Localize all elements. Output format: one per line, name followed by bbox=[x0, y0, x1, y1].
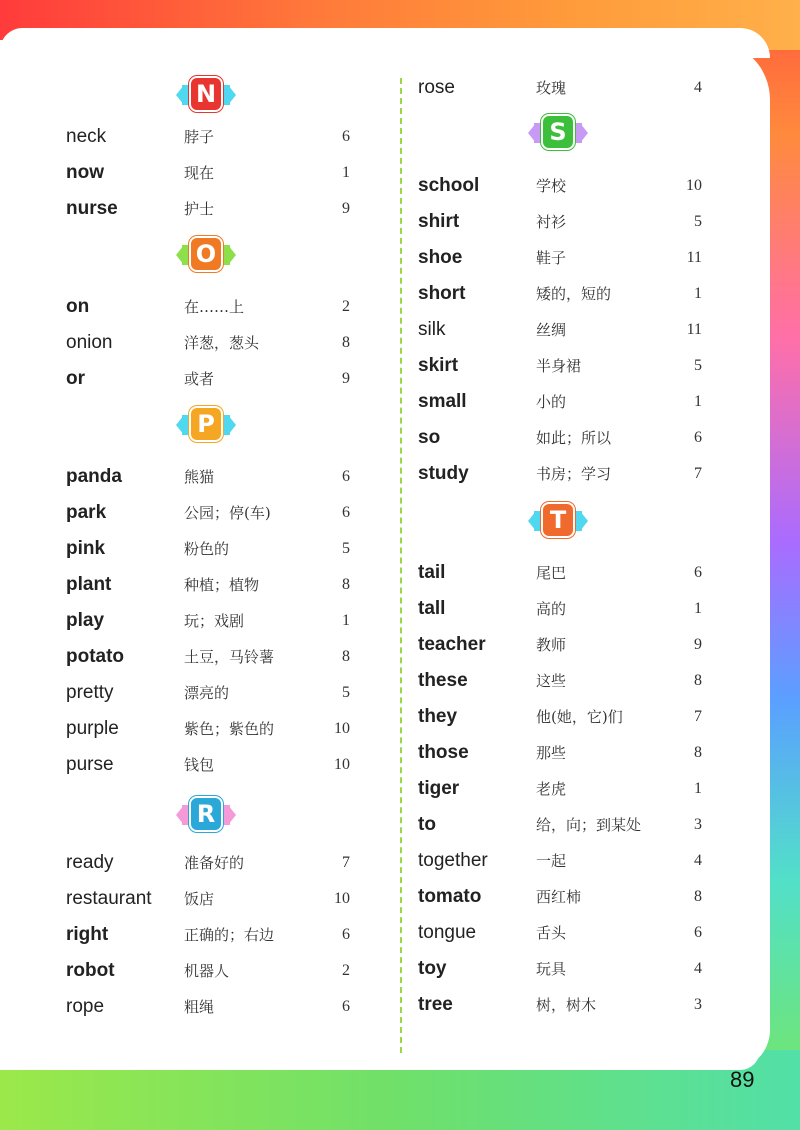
entry-meaning: 紫色；紫色的 bbox=[184, 720, 275, 738]
entry-unit: 8 bbox=[694, 672, 702, 689]
glossary-entry bbox=[66, 678, 356, 708]
entry-unit: 1 bbox=[694, 600, 702, 617]
entry-word: pink bbox=[66, 538, 106, 559]
entry-unit: 6 bbox=[694, 924, 702, 941]
section-letter: S bbox=[543, 116, 573, 148]
glossary-entry bbox=[66, 158, 356, 188]
entry-unit: 4 bbox=[694, 79, 702, 96]
entry-word: tongue bbox=[418, 922, 477, 943]
glossary-entry bbox=[66, 956, 356, 986]
glossary-entry bbox=[418, 279, 708, 309]
glossary-entry bbox=[66, 884, 356, 914]
entry-unit: 7 bbox=[694, 708, 702, 725]
glossary-entry bbox=[66, 498, 356, 528]
entry-word: tail bbox=[418, 562, 446, 583]
glossary-entry bbox=[418, 918, 708, 948]
entry-word: school bbox=[418, 175, 480, 196]
entry-unit: 10 bbox=[334, 890, 350, 907]
entry-meaning: 小的 bbox=[536, 393, 567, 411]
glossary-entry bbox=[66, 920, 356, 950]
section-header-s bbox=[528, 116, 588, 150]
glossary-entry bbox=[66, 292, 356, 322]
section-header-t bbox=[528, 504, 588, 538]
entry-word: purse bbox=[66, 754, 114, 775]
entry-meaning: 玩；戏剧 bbox=[184, 612, 245, 630]
entry-meaning: 尾巴 bbox=[536, 564, 567, 582]
entry-meaning: 脖子 bbox=[184, 128, 215, 146]
entry-word: rope bbox=[66, 996, 105, 1017]
entry-word: purple bbox=[66, 718, 119, 739]
glossary-entry bbox=[418, 387, 708, 417]
entry-unit: 6 bbox=[342, 998, 350, 1015]
glossary-entry bbox=[66, 534, 356, 564]
entry-unit: 1 bbox=[694, 393, 702, 410]
section-header-n bbox=[176, 78, 236, 112]
entry-unit: 9 bbox=[342, 200, 350, 217]
entry-word: study bbox=[418, 463, 469, 484]
page-number: 89 bbox=[730, 1067, 755, 1092]
entry-meaning: 衬衫 bbox=[536, 213, 567, 231]
entry-unit: 11 bbox=[686, 249, 702, 266]
entry-unit: 1 bbox=[694, 780, 702, 797]
entry-word: tree bbox=[418, 994, 453, 1015]
entry-word: nurse bbox=[66, 198, 118, 219]
entry-meaning: 西红柿 bbox=[536, 888, 582, 906]
entry-meaning: 或者 bbox=[184, 370, 215, 388]
entry-word: those bbox=[418, 742, 469, 763]
entry-word: tomato bbox=[418, 886, 482, 907]
section-letter: N bbox=[191, 78, 221, 110]
entry-word: short bbox=[418, 283, 466, 304]
section-letter: T bbox=[543, 504, 573, 536]
glossary-entry bbox=[418, 738, 708, 768]
entry-unit: 10 bbox=[686, 177, 702, 194]
glossary-entry bbox=[66, 122, 356, 152]
entry-unit: 3 bbox=[694, 816, 702, 833]
glossary-entry bbox=[418, 666, 708, 696]
glossary-entry bbox=[66, 848, 356, 878]
entry-unit: 5 bbox=[342, 684, 350, 701]
entry-meaning: 学校 bbox=[536, 177, 567, 195]
entry-word: restaurant bbox=[66, 888, 152, 909]
entry-unit: 1 bbox=[342, 612, 350, 629]
entry-unit: 4 bbox=[694, 960, 702, 977]
glossary-entry bbox=[418, 630, 708, 660]
entry-meaning: 机器人 bbox=[184, 962, 230, 980]
entry-word: skirt bbox=[418, 355, 459, 376]
entry-meaning: 玫瑰 bbox=[536, 79, 567, 97]
entry-unit: 1 bbox=[342, 164, 350, 181]
entry-unit: 1 bbox=[694, 285, 702, 302]
entry-unit: 8 bbox=[694, 744, 702, 761]
section-letter: R bbox=[191, 798, 221, 830]
glossary-entry bbox=[66, 606, 356, 636]
entry-unit: 11 bbox=[686, 321, 702, 338]
glossary-entry bbox=[418, 846, 708, 876]
entry-meaning: 公园；停(车) bbox=[184, 504, 271, 522]
entry-unit: 6 bbox=[342, 468, 350, 485]
glossary-entry bbox=[66, 570, 356, 600]
entry-unit: 6 bbox=[694, 429, 702, 446]
entry-meaning: 现在 bbox=[184, 164, 215, 182]
glossary-entry bbox=[418, 774, 708, 804]
entry-meaning: 如此；所以 bbox=[536, 429, 612, 447]
entry-meaning: 漂亮的 bbox=[184, 684, 230, 702]
entry-meaning: 鞋子 bbox=[536, 249, 567, 267]
glossary-entry bbox=[418, 810, 708, 840]
glossary-entry bbox=[418, 459, 708, 489]
glossary-entry bbox=[66, 364, 356, 394]
entry-unit: 8 bbox=[342, 576, 350, 593]
entry-word: shirt bbox=[418, 211, 460, 232]
entry-unit: 6 bbox=[342, 504, 350, 521]
entry-word: toy bbox=[418, 958, 447, 979]
glossary-entry bbox=[418, 351, 708, 381]
entry-meaning: 玩具 bbox=[536, 960, 567, 978]
entry-unit: 5 bbox=[694, 357, 702, 374]
entry-unit: 10 bbox=[334, 720, 350, 737]
entry-word: small bbox=[418, 391, 467, 412]
glossary-entry bbox=[418, 423, 708, 453]
entry-word: they bbox=[418, 706, 458, 727]
entry-meaning: 粗绳 bbox=[184, 998, 215, 1016]
entry-meaning: 种植；植物 bbox=[184, 576, 260, 594]
entry-meaning: 粉色的 bbox=[184, 540, 230, 558]
entry-word: now bbox=[66, 162, 104, 183]
glossary-entry bbox=[418, 73, 708, 103]
section-letter: O bbox=[191, 238, 221, 270]
entry-unit: 9 bbox=[694, 636, 702, 653]
glossary-entry bbox=[418, 171, 708, 201]
entry-word: to bbox=[418, 814, 436, 835]
glossary-entry bbox=[66, 642, 356, 672]
entry-word: or bbox=[66, 368, 85, 389]
entry-meaning: 正确的；右边 bbox=[184, 926, 275, 944]
glossary-entry bbox=[418, 882, 708, 912]
glossary-entry bbox=[418, 990, 708, 1020]
entry-meaning: 土豆，马铃薯 bbox=[184, 648, 275, 666]
section-header-o bbox=[176, 238, 236, 272]
entry-meaning: 护士 bbox=[184, 200, 215, 218]
entry-unit: 8 bbox=[694, 888, 702, 905]
entry-unit: 8 bbox=[342, 648, 350, 665]
entry-meaning: 一起 bbox=[536, 852, 567, 870]
entry-unit: 4 bbox=[694, 852, 702, 869]
entry-word: park bbox=[66, 502, 107, 523]
entry-word: teacher bbox=[418, 634, 486, 655]
entry-word: robot bbox=[66, 960, 115, 981]
entry-word: plant bbox=[66, 574, 112, 595]
entry-word: neck bbox=[66, 126, 107, 147]
section-letter: P bbox=[191, 408, 221, 440]
entry-meaning: 半身裙 bbox=[536, 357, 582, 375]
entry-unit: 7 bbox=[694, 465, 702, 482]
entry-unit: 5 bbox=[342, 540, 350, 557]
entry-unit: 5 bbox=[694, 213, 702, 230]
entry-meaning: 书房；学习 bbox=[536, 465, 612, 483]
entry-unit: 10 bbox=[334, 756, 350, 773]
entry-meaning: 矮的，短的 bbox=[536, 285, 612, 303]
entry-word: right bbox=[66, 924, 109, 945]
entry-word: tall bbox=[418, 598, 446, 619]
entry-unit: 7 bbox=[342, 854, 350, 871]
glossary-entry bbox=[418, 315, 708, 345]
entry-unit: 2 bbox=[342, 962, 350, 979]
entry-unit: 3 bbox=[694, 996, 702, 1013]
entry-unit: 6 bbox=[342, 926, 350, 943]
glossary-entry bbox=[418, 954, 708, 984]
entry-word: ready bbox=[66, 852, 114, 873]
top-sheet-edge bbox=[0, 28, 770, 58]
entry-word: shoe bbox=[418, 247, 463, 268]
entry-meaning: 舌头 bbox=[536, 924, 567, 942]
glossary-entry bbox=[66, 328, 356, 358]
glossary-entry bbox=[418, 207, 708, 237]
entry-word: so bbox=[418, 427, 441, 448]
entry-word: panda bbox=[66, 466, 122, 487]
entry-unit: 6 bbox=[694, 564, 702, 581]
entry-meaning: 准备好的 bbox=[184, 854, 245, 872]
entry-meaning: 饭店 bbox=[184, 890, 215, 908]
glossary-entry bbox=[66, 992, 356, 1022]
entry-word: on bbox=[66, 296, 90, 317]
entry-word: play bbox=[66, 610, 105, 631]
entry-word: onion bbox=[66, 332, 113, 353]
entry-word: silk bbox=[418, 319, 446, 340]
glossary-entry bbox=[418, 243, 708, 273]
glossary-entry bbox=[66, 714, 356, 744]
entry-word: together bbox=[418, 850, 488, 871]
entry-meaning: 教师 bbox=[536, 636, 567, 654]
entry-unit: 9 bbox=[342, 370, 350, 387]
glossary-entry bbox=[66, 750, 356, 780]
entry-meaning: 丝绸 bbox=[536, 321, 567, 339]
entry-unit: 2 bbox=[342, 298, 350, 315]
bottom-sheet-edge bbox=[0, 1040, 760, 1070]
glossary-entry bbox=[418, 594, 708, 624]
entry-word: rose bbox=[418, 77, 455, 98]
section-header-p bbox=[176, 408, 236, 442]
entry-meaning: 高的 bbox=[536, 600, 567, 618]
entry-word: pretty bbox=[66, 682, 114, 703]
entry-meaning: 熊猫 bbox=[184, 468, 215, 486]
entry-meaning: 钱包 bbox=[184, 756, 215, 774]
section-header-r bbox=[176, 798, 236, 832]
column-divider bbox=[400, 78, 402, 1053]
entry-meaning: 这些 bbox=[536, 672, 567, 690]
glossary-entry bbox=[418, 702, 708, 732]
entry-unit: 6 bbox=[342, 128, 350, 145]
entry-meaning: 老虎 bbox=[536, 780, 567, 798]
glossary-entry bbox=[66, 462, 356, 492]
glossary-entry bbox=[66, 194, 356, 224]
entry-meaning: 那些 bbox=[536, 744, 567, 762]
entry-word: these bbox=[418, 670, 468, 691]
entry-word: tiger bbox=[418, 778, 460, 799]
entry-unit: 8 bbox=[342, 334, 350, 351]
entry-meaning: 树，树木 bbox=[536, 996, 597, 1014]
entry-meaning: 洋葱，葱头 bbox=[184, 334, 260, 352]
glossary-entry bbox=[418, 558, 708, 588]
entry-word: potato bbox=[66, 646, 125, 667]
entry-meaning: 给，向；到某处 bbox=[536, 816, 642, 834]
entry-meaning: 他(她，它)们 bbox=[536, 708, 623, 726]
entry-meaning: 在……上 bbox=[184, 298, 245, 316]
